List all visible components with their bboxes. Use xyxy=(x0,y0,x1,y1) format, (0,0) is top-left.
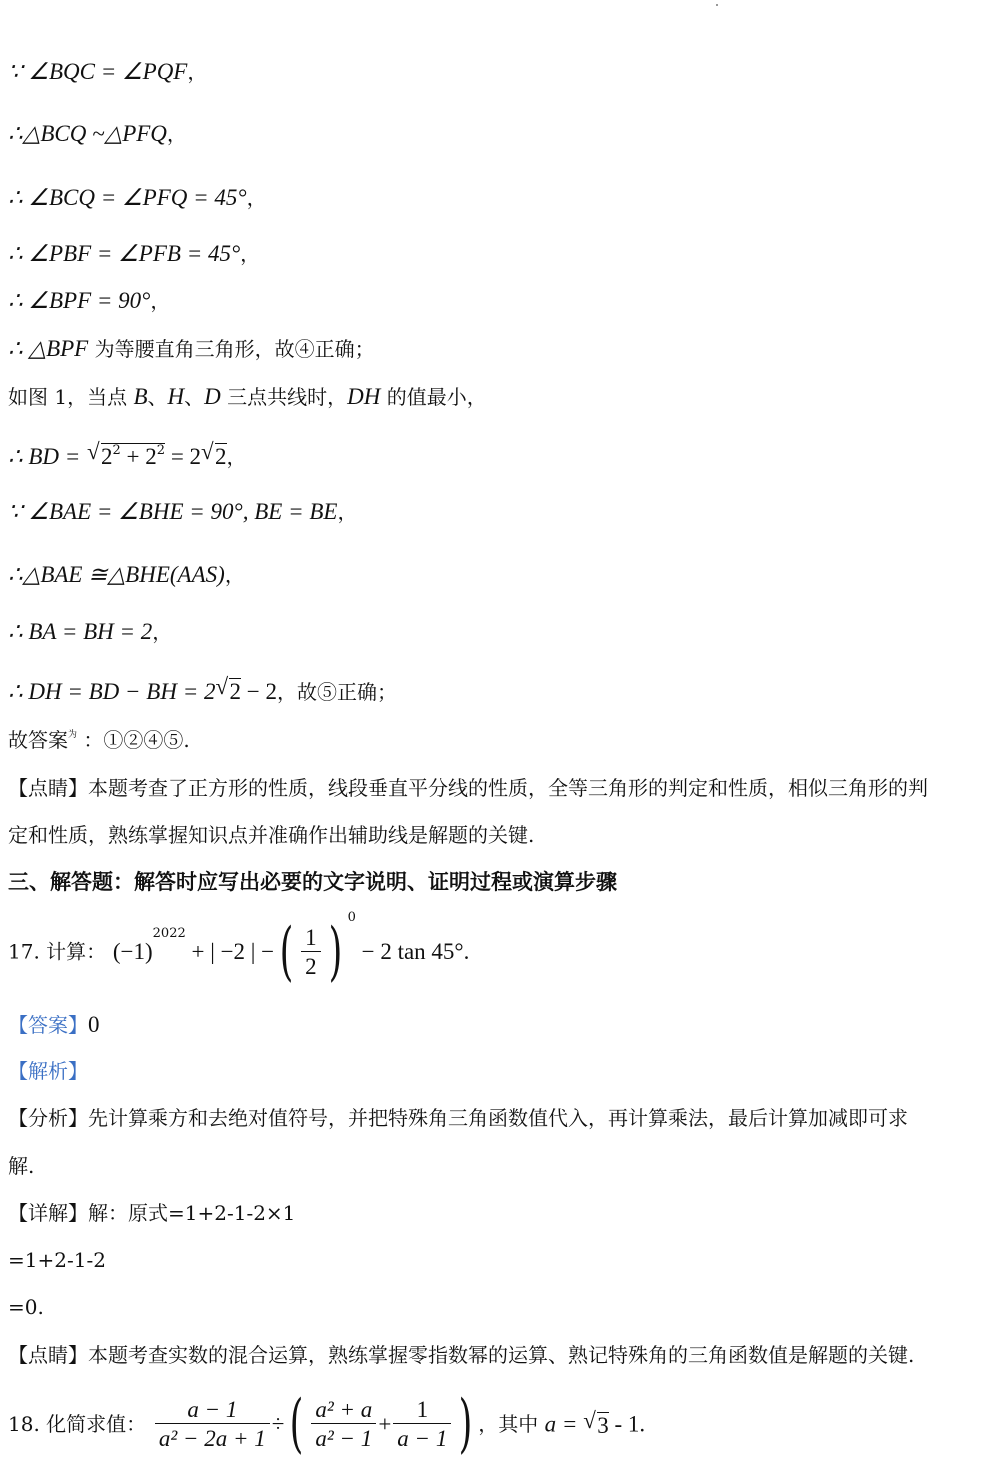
fraction-one-half: $\frac{1}{2}$ xyxy=(301,926,321,978)
right-paren: ) xyxy=(328,914,342,989)
line-dh-value: ∴ DH = BD − BH = 2 √ 2 − 2，故⑤正确； xyxy=(8,674,397,704)
line-angle-bae: ∵ ∠BAE = ∠BHE = 90°, BE = BE， xyxy=(8,499,358,524)
analysis-heading: 【解析】 xyxy=(8,1059,88,1083)
line-angle-bqc: ∵ ∠BQC = ∠PQF， xyxy=(8,59,208,84)
line-bd-value: ∴ BD = √ $2^2 + 2^2 = 2$ √ 2， xyxy=(8,439,247,469)
step-3: =0. xyxy=(8,1295,44,1319)
fraction-3: $\frac{1}{a - 1}$ xyxy=(393,1398,451,1450)
line-angle-bcq: ∴ ∠BCQ = ∠PFQ = 45°， xyxy=(8,185,267,210)
dianjing-2: 【点睛】本题考查实数的混合运算，熟练掌握零指数幂的运算、熟记特殊角的三角函数值是解题的关键. xyxy=(8,1343,915,1367)
line-similar: ∴△BCQ ~△PFQ， xyxy=(8,121,187,146)
line-isosceles: ∴ △BPF 为等腰直角三角形，故④正确； xyxy=(8,336,375,361)
fraction-1: $\frac{a - 1}{\text{a² − 2a + 1}}$ xyxy=(155,1398,270,1450)
left-paren: ( xyxy=(290,1387,304,1461)
fenxi-line-1: 【分析】先计算乘方和去绝对值符号，并把特殊角三角函数值代入，再计算乘法，最后计算加减即可求 xyxy=(8,1106,908,1130)
right-paren: ) xyxy=(458,1387,473,1461)
line-dianjing-1: 【点睛】本题考查了正方形的性质，线段垂直平分线的性质，全等三角形的判定和性质，相似三角形的判 xyxy=(8,776,928,800)
line-angle-bpf: ∴ ∠BPF = 90°， xyxy=(8,288,171,313)
sqrt-expression: √ $2^2 + 2^2$ xyxy=(87,439,166,469)
line-congruent: ∴△BAE ≅△BHE(AAS)， xyxy=(8,562,245,587)
step-2: =1+2-1-2 xyxy=(8,1248,106,1272)
line-ba-bh: ∴ BA = BH = 2， xyxy=(8,619,173,644)
answer-17: 【答案】0 xyxy=(8,1012,100,1037)
left-paren: ( xyxy=(279,914,294,989)
sqrt-two: √ 2 xyxy=(215,674,241,704)
line-final-answer: 故答案$^为$ ：①②④⑤. xyxy=(8,728,190,752)
fenxi-line-2: 解. xyxy=(8,1154,35,1178)
question-17: 17. 计算： $(-1)^{2022}$ + | −2 | −( $\frac{1}{2}$ ) $^0$ − 2 tan 45°. xyxy=(8,910,470,989)
section-heading: 三、解答题：解答时应写出必要的文字说明、证明过程或演算步骤 xyxy=(8,869,617,894)
line-collinear: 如图 1，当点 B、H、D 三点共线时，DH 的值最小， xyxy=(8,384,487,409)
xiangjie-line: 【详解】解：原式=1+2-1-2×1 xyxy=(8,1201,296,1225)
sqrt-three: √ 3 xyxy=(583,1407,609,1438)
fraction-2: $\frac{\text{a² + a}}{\text{a² − 1}}$ xyxy=(311,1398,376,1450)
line-angle-pbf: ∴ ∠PBF = ∠PFB = 45°， xyxy=(8,241,261,266)
page-speck xyxy=(716,4,718,6)
question-18: 18. 化简求值： $\frac{a - 1}{\text{a² − 2a + 1}}$ ÷( $\frac{\text{a² + a}}{\text{a² − 1}}$ + $\frac{1}{a - 1}$ ) ，其中 a = √ 3 - 1. xyxy=(8,1387,646,1461)
line-dianjing-1-cont: 定和性质，熟练掌握知识点并准确作出辅助线是解题的关键. xyxy=(8,823,535,847)
sqrt-two: √ 2 xyxy=(201,439,227,469)
